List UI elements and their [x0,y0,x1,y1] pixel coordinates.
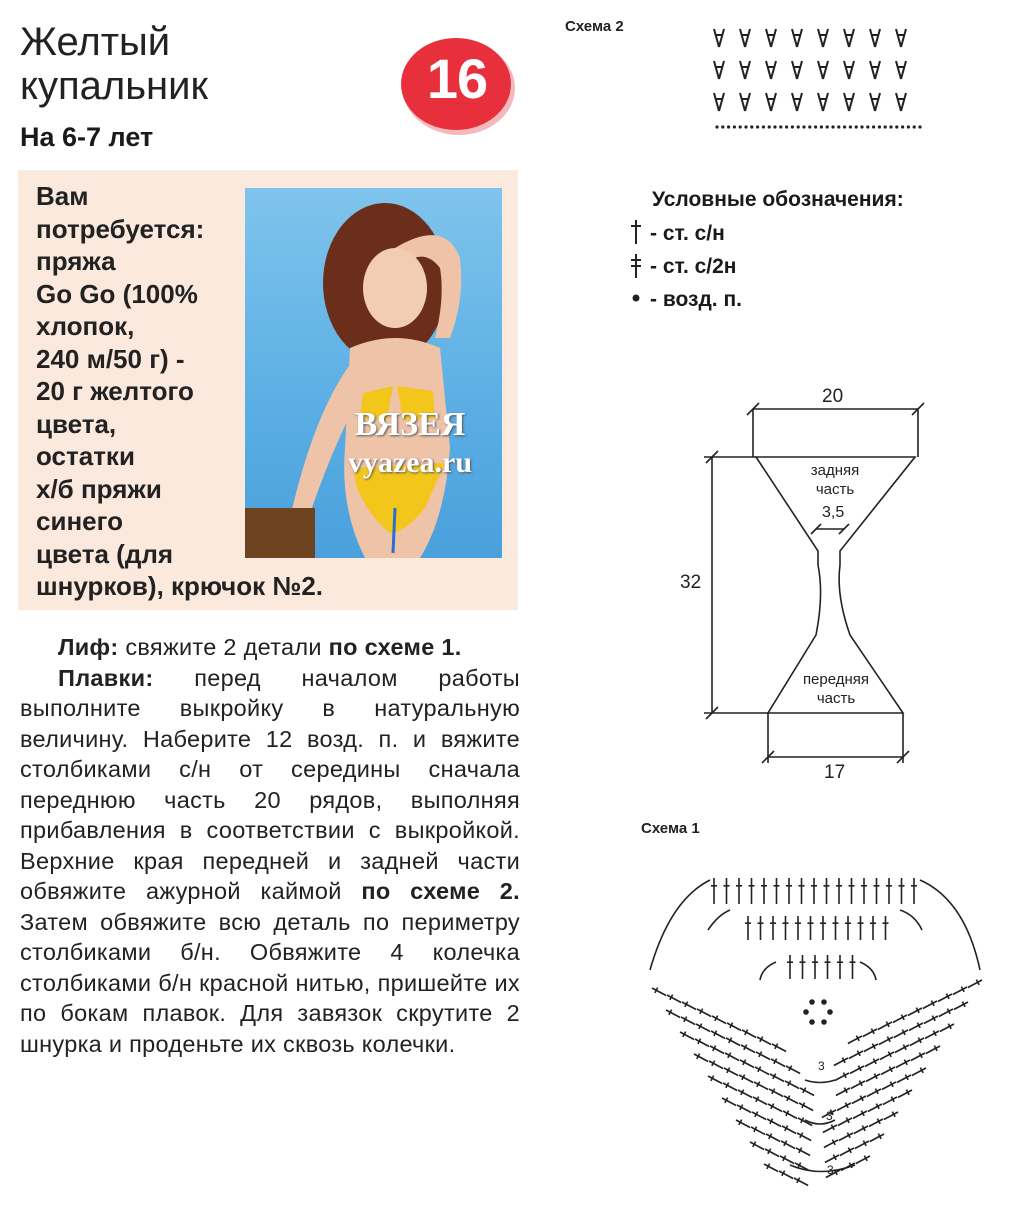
scheme1-stitch [895,1072,912,1085]
scheme2-chain [750,125,753,128]
instructions-bottoms [20,663,520,1060]
scheme2-stitch [818,93,828,111]
scheme1-stitch [761,878,767,904]
scheme2-stitch [844,61,854,79]
scheme1-stitch [745,916,751,940]
bodice-text: свяжите 2 детали [118,634,329,660]
scheme1-stitch [724,1050,741,1063]
scheme1-stitch [770,1056,787,1069]
scheme1-stitch [899,878,905,904]
scheme1-stitch [799,878,805,904]
scheme1-stitch [838,1145,855,1158]
scheme1-stitch [825,955,831,979]
scheme2-chain [901,125,904,128]
scheme1-stitch [938,1021,955,1034]
scheme1-stitch [679,1029,696,1042]
bottoms-text: перед началом работы выполните выкройку в натуральную величину. Наберите 12 возд. п. и вяжите столбиками с/н от середины сначала переднюю часть 20 рядов, выполняя прибавления в соответствии с выкройкой. Верхние края передней и задней части обвяжите ажурной каймой [20,664,520,904]
scheme1-stitch [781,1123,798,1136]
title [20,20,208,108]
scheme2-chain [768,125,771,128]
scheme1-stitch [795,916,801,940]
legend-item-dc: - ст. с/н [650,222,725,245]
scheme1-stitch [754,1064,771,1077]
scheme1-stitch [812,955,818,979]
scheme2-label: Схема 2 [565,18,624,35]
scheme1-stitch [850,1093,867,1106]
scheme1-stitch [723,1065,740,1078]
scheme1-stitch [822,1137,839,1150]
scheme1-stitch [707,1073,724,1086]
scheme1-stitch [937,1006,954,1019]
scheme1-stitch [769,1071,786,1084]
scheme2-stitch [740,29,750,47]
scheme2-chain [837,125,840,128]
scheme1-label: Схема 1 [641,820,700,837]
scheme1-stitch [771,1041,788,1054]
scheme2-chain [872,125,875,128]
scheme2-chain [918,125,921,128]
scheme1-stitch [851,1108,868,1121]
scheme1-stitch [910,1065,927,1078]
pattern-diagram [690,395,930,775]
scheme1-stitch [695,1021,712,1034]
scheme1-stitch [711,1013,728,1026]
scheme1-stitch [833,916,839,940]
scheme1-stitch [866,1101,883,1114]
scheme1-stitch [693,1051,710,1064]
front-part-label [786,670,886,708]
scheme2-chain [808,125,811,128]
scheme1-stitch [908,1035,925,1048]
scheme1-stitch [867,1116,884,1129]
scheme1-stitch [795,1145,812,1158]
scheme1-stitch [864,1071,881,1084]
scheme1-stitch [749,1139,766,1152]
instructions [20,632,520,1059]
scheme1-stitch [750,1124,767,1137]
dim-neck-width: 3,5 [822,504,845,521]
scheme1-stitch [764,1146,781,1159]
scheme2-chain [791,125,794,128]
scheme2-chain [739,125,742,128]
scheme1-stitch [849,1078,866,1091]
scheme2-chain [773,125,776,128]
dim-top-width: 20 [822,386,844,407]
scheme2-chain [878,125,881,128]
scheme2-stitch [792,93,802,111]
scheme1-stitch [737,1087,754,1100]
scheme1-stitch [724,878,730,904]
front-part-line-2: часть [816,690,856,707]
scheme1-stitch [837,955,843,979]
scheme1-stitch [753,1079,770,1092]
scheme1-stitch [774,878,780,904]
scheme1-stitch [836,878,842,904]
scheme2-chain [744,125,747,128]
scheme2-chain [779,125,782,128]
scheme1-stitch [876,1019,893,1032]
age-subtitle: На 6-7 лет [20,122,154,152]
scheme2-chain [849,125,852,128]
scheme1-stitch [665,1007,682,1020]
scheme1-stitch [763,1161,780,1174]
scheme1-stitch [800,955,806,979]
scheme1-stitch [726,1020,743,1033]
scheme2-chain [802,125,805,128]
scheme1-stitch [883,916,889,940]
scheme1-stitch [880,1079,897,1092]
scheme1-stitch [778,1168,795,1181]
legend-title: Условные обозначения: [652,188,904,211]
scheme2-chart [705,25,930,135]
scheme1-stitch [909,1050,926,1063]
scheme1-stitch [858,916,864,940]
scheme1-stitch [694,1036,711,1049]
scheme1-stitch [878,1049,895,1062]
scheme1-stitch [845,916,851,940]
scheme1-count-1: 3 [818,1059,825,1073]
scheme1-stitch [811,878,817,904]
scheme1-stitch [766,1116,783,1129]
scheme2-stitch [818,61,828,79]
scheme1-stitch [936,991,953,1004]
scheme2-stitch [792,29,802,47]
scheme2-stitch [818,29,828,47]
scheme2-chain [831,125,834,128]
scheme1-stitch [849,878,855,904]
scheme1-stitch [780,1138,797,1151]
scheme1-count-2: 3 [826,1109,833,1123]
scheme1-stitch [796,1130,813,1143]
scheme2-stitch [870,29,880,47]
scheme1-stitch [751,1109,768,1122]
scheme1-stitch [891,1012,908,1025]
scheme1-stitch [756,1034,773,1047]
scheme1-stitch [736,1102,753,1115]
scheme1-stitch [779,1153,796,1166]
scheme1-stitch [808,916,814,940]
scheme1-stitch [833,1070,850,1083]
instructions-bodice [20,632,520,663]
watermark-title: ВЯЗЕЯ [354,406,466,443]
scheme1-stitch [835,1100,852,1113]
scheme2-chain [727,125,730,128]
scheme2-stitch [896,29,906,47]
scheme2-chain [889,125,892,128]
scheme2-stitch [740,93,750,111]
scheme1-stitch [758,916,764,940]
scheme1-stitch [820,916,826,940]
scheme1-count-3: 3 [827,1163,834,1177]
scheme2-stitch [844,29,854,47]
scheme1-stitch [879,1064,896,1077]
legend-symbols [626,218,648,308]
watermark-url: vyazea.ru [347,446,473,479]
scheme1-stitch [793,1175,810,1188]
scheme1-stitch [911,878,917,904]
scheme1-stitch [798,1100,815,1113]
scheme1-stitch [666,992,683,1005]
scheme1-stitch [740,1042,757,1055]
scheme1-stitch [852,1123,869,1136]
title-line-2: купальник [20,64,208,108]
scheme2-stitch [792,61,802,79]
scheme1-stitch [782,1108,799,1121]
scheme1-stitch [736,878,742,904]
scheme2-stitch [766,93,776,111]
scheme2-chain [843,125,846,128]
scheme2-chain [913,125,916,128]
front-part-line-1: передняя [802,671,870,688]
scheme1-stitch [894,1057,911,1070]
scheme1-stitch [786,878,792,904]
scheme1-stitch [681,999,698,1012]
dim-height: 32 [680,572,702,593]
scheme2-stitch [714,93,724,111]
scheme1-stitch [722,1080,739,1093]
scheme1-stitch [834,1085,851,1098]
scheme1-stitch [923,1028,940,1041]
scheme2-stitch [896,93,906,111]
scheme2-stitch [714,61,724,79]
legend-item-tr: - ст. с/2н [650,255,737,278]
scheme1-stitch [906,1005,923,1018]
scheme1-stitch [861,878,867,904]
materials-text: Вам потребуется: пряжа Go Go (100% хлопок, 240 м/50 г) - 20 г желтого цвета, остатки х/б пряжи синего цвета (для шнурков), крючок №2. [36,181,324,601]
scheme1-stitch [837,1130,854,1143]
scheme1-stitch [739,1057,756,1070]
scheme2-chain [756,125,759,128]
scheme1-stitch [651,985,668,998]
scheme2-stitch [870,93,880,111]
scheme1-stitch [863,1056,880,1069]
scheme1-stitch [710,1028,727,1041]
scheme1-stitch [952,999,969,1012]
scheme1-stitch [752,1094,769,1107]
scheme2-chain [721,125,724,128]
back-part-line-2: часть [815,481,855,498]
scheme1-chart [630,860,1005,1210]
scheme1-stitch [770,916,776,940]
scheme1-stitch [892,1027,909,1040]
scheme1-stitch [784,1078,801,1091]
scheme2-chain [895,125,898,128]
dim-bottom-width: 17 [824,762,846,783]
scheme1-stitch [951,984,968,997]
scheme1-stitch [848,1063,865,1076]
scheme2-chain [860,125,863,128]
scheme1-stitch [799,1085,816,1098]
scheme2-chain [907,125,910,128]
scheme2-chain [733,125,736,128]
scheme1-stitch [749,878,755,904]
scheme1-stitch [861,1026,878,1039]
scheme1-stitch [725,1035,742,1048]
scheme2-stitch [714,29,724,47]
scheme1-stitch [735,1117,752,1130]
pattern-number: 16 [426,47,488,110]
scheme2-chain [855,125,858,128]
scheme2-chain [785,125,788,128]
scheme1-stitch [924,1043,941,1056]
scheme1-stitch [874,878,880,904]
scheme2-chain [715,125,718,128]
scheme1-stitch [787,955,793,979]
scheme2-stitch [766,61,776,79]
scheme1-stitch [839,1160,856,1173]
scheme1-stitch [680,1014,697,1027]
scheme1-stitch [896,1087,913,1100]
scheme1-stitch [765,1131,782,1144]
scheme1-stitch [711,878,717,904]
scheme1-stitch [847,1048,864,1061]
scheme1-stitch [886,878,892,904]
scheme1-stitch [862,1041,879,1054]
scheme1-stitch [850,955,856,979]
scheme1-stitch [868,1131,885,1144]
scheme1-stitch [783,916,789,940]
scheme1-stitch [836,1115,853,1128]
back-part-label [790,461,880,499]
scheme1-stitch [824,878,830,904]
scheme1-stitch [721,1095,738,1108]
bottoms-text-2: Затем обвяжите всю деталь по периметру столбиками б/н. Обвяжите 4 колечка столбиками б/н красной нитью, пришейте их по бокам плавок. Для завязок скрутите 2 шнурка и проденьте их сквозь колечки. [20,908,520,1057]
scheme1-stitch [785,1063,802,1076]
back-part-line-1: задняя [810,462,860,479]
scheme1-stitch [854,1153,871,1166]
scheme2-chain [826,125,829,128]
scheme2-stitch [870,61,880,79]
bodice-ref: по схеме 1. [328,634,462,660]
scheme2-stitch [844,93,854,111]
scheme1-stitch [755,1049,772,1062]
scheme2-stitch [740,61,750,79]
scheme1-stitch [966,977,983,990]
scheme2-chain [820,125,823,128]
scheme2-chain [866,125,869,128]
scheme1-stitch [882,1109,899,1122]
scheme2-chain [814,125,817,128]
scheme1-stitch [768,1086,785,1099]
scheme1-stitch [708,1058,725,1071]
scheme2-chain [797,125,800,128]
scheme2-chain [762,125,765,128]
bodice-label: Лиф: [58,634,119,660]
scheme1-stitch [783,1093,800,1106]
legend-item-ch: - возд. п. [650,288,742,311]
scheme2-chain [884,125,887,128]
scheme1-stitch [696,1006,713,1019]
bottoms-ref: по схеме 2. [361,878,520,904]
scheme1-stitch [870,916,876,940]
scheme1-stitch [832,1055,849,1068]
scheme1-stitch [738,1072,755,1085]
scheme1-stitch [877,1034,894,1047]
bottoms-label: Плавки: [58,664,154,691]
scheme1-stitch [881,1094,898,1107]
scheme1-stitch [921,998,938,1011]
scheme1-stitch [846,1033,863,1046]
title-line-1: Желтый [20,20,171,64]
scheme1-stitch [709,1043,726,1056]
scheme1-stitch [893,1042,910,1055]
scheme2-stitch [766,29,776,47]
scheme1-stitch [853,1138,870,1151]
scheme1-stitch [922,1013,939,1026]
scheme1-stitch [767,1101,784,1114]
scheme1-stitch [865,1086,882,1099]
scheme1-stitch [907,1020,924,1033]
scheme2-stitch [896,61,906,79]
scheme1-stitch [741,1027,758,1040]
